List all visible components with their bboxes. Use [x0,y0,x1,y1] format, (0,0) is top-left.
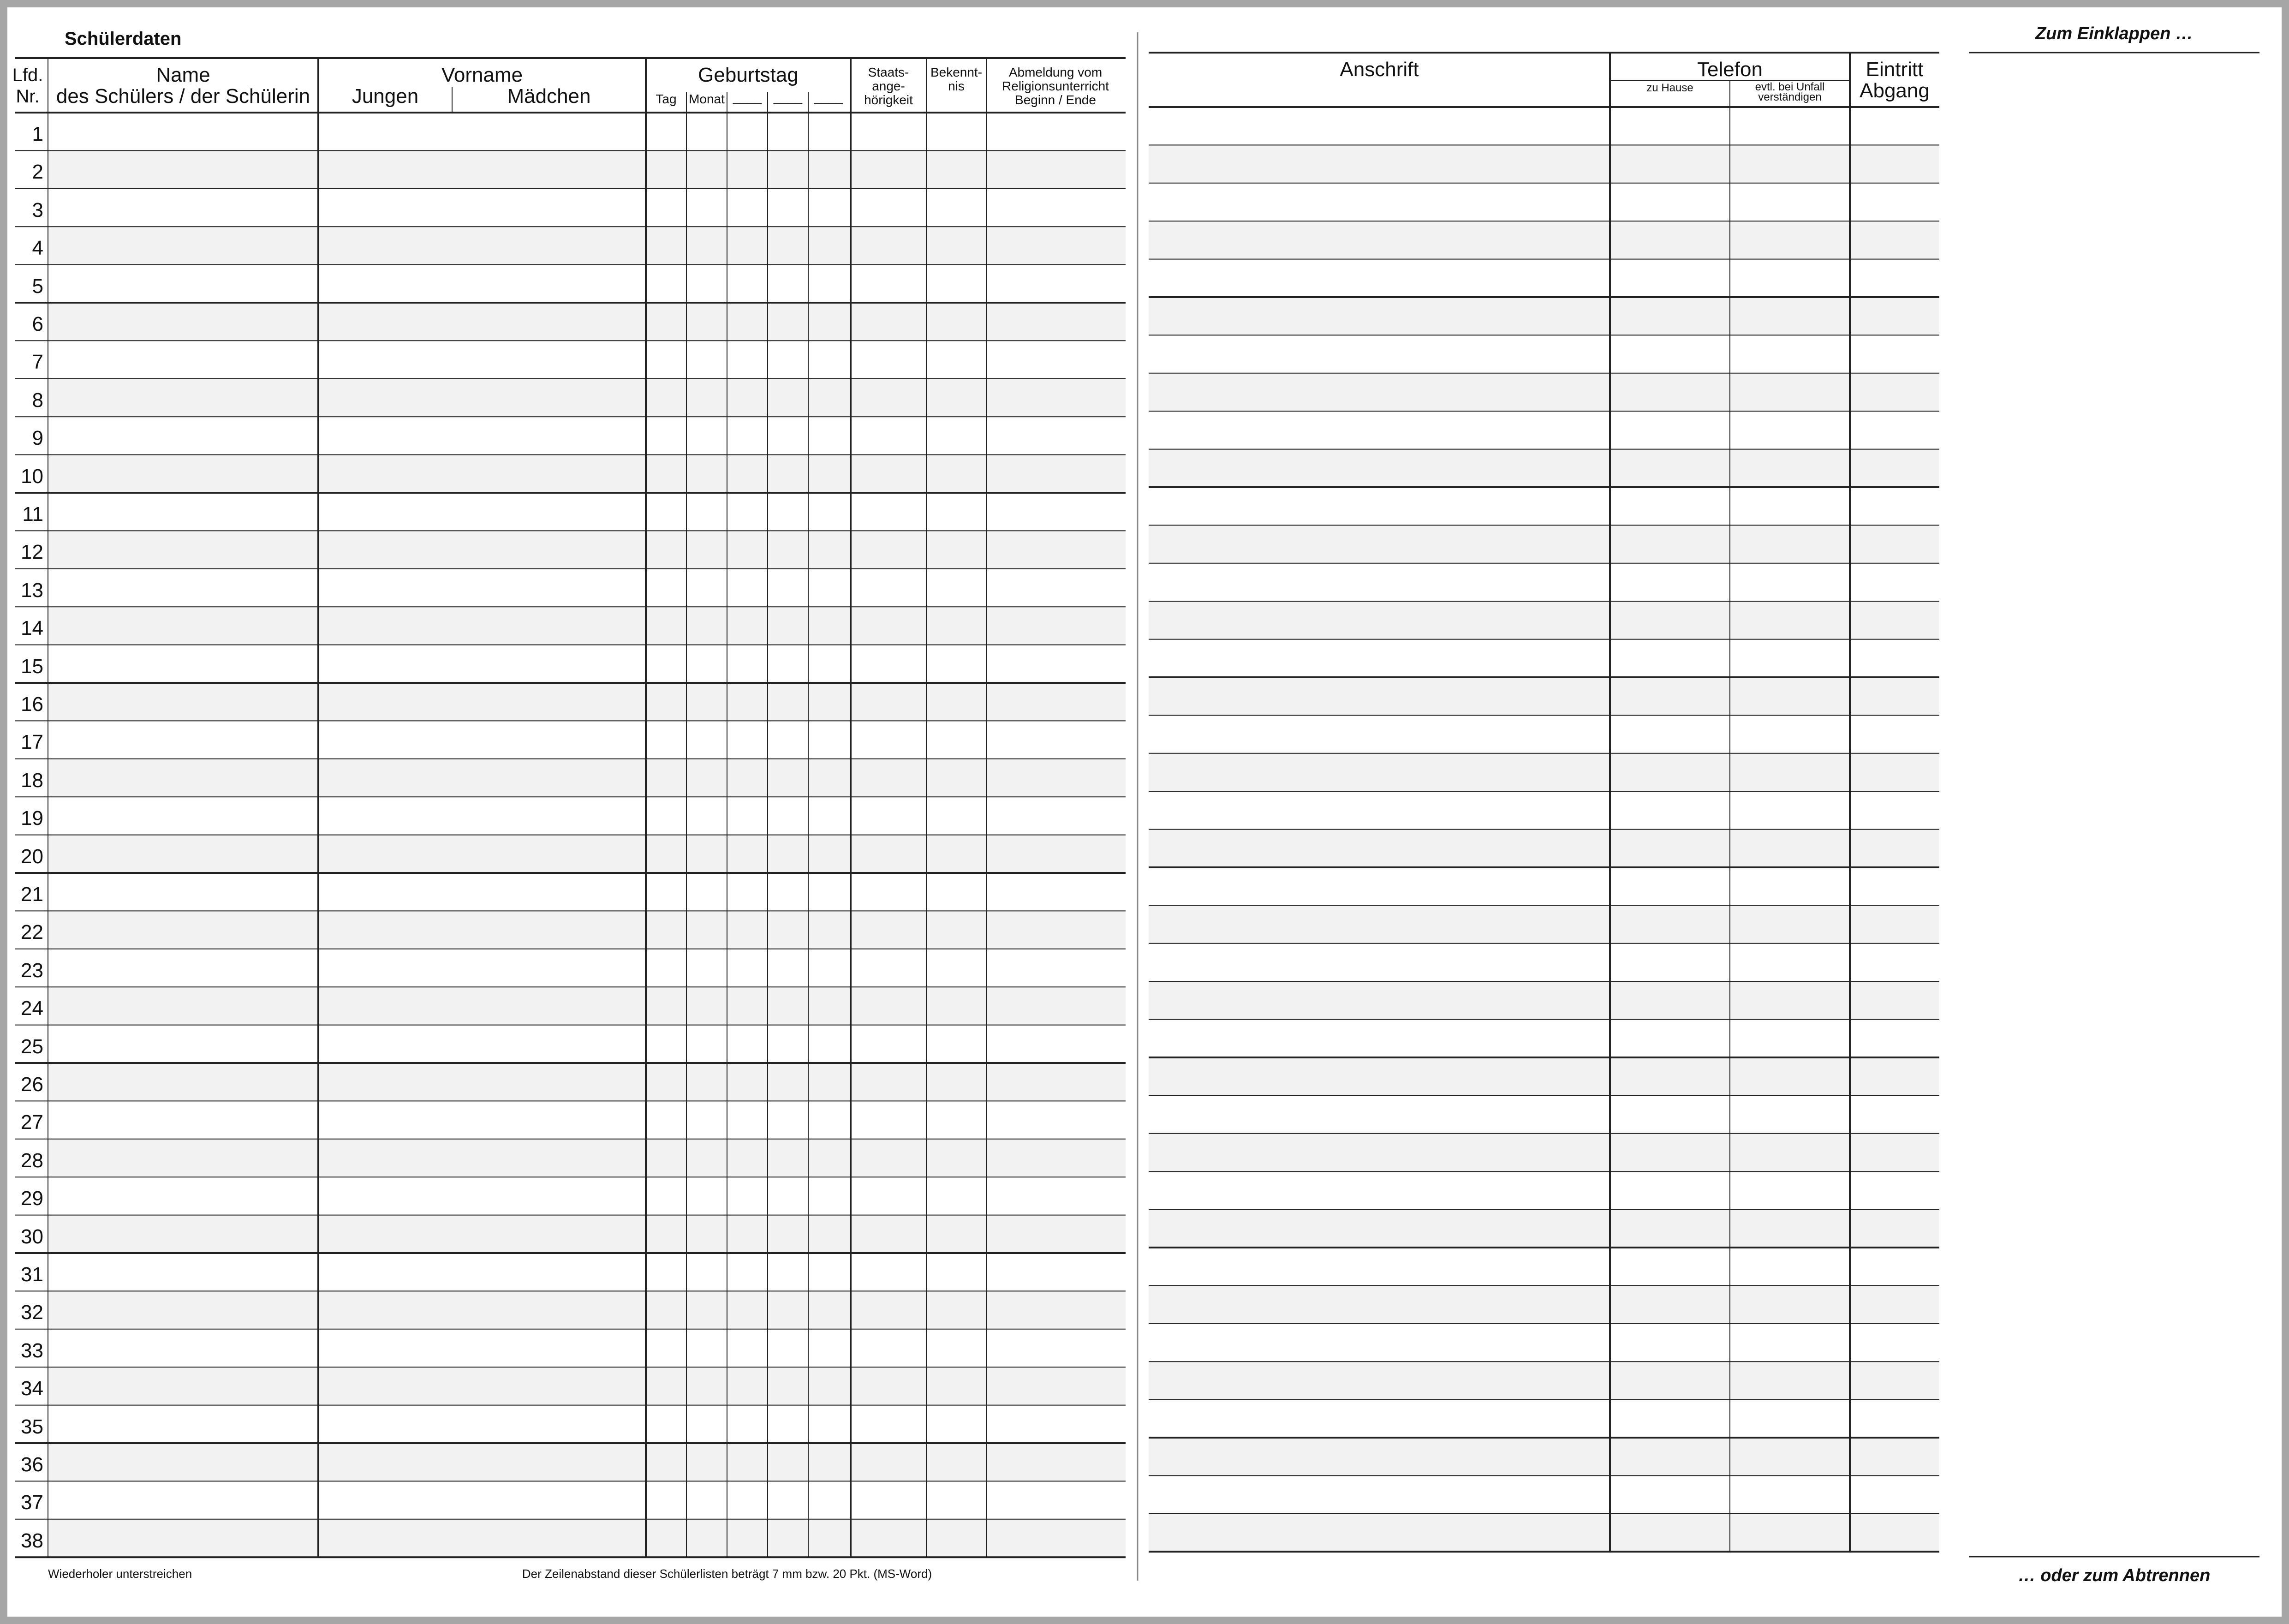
shaded-row [1149,525,1939,563]
row-number: 26 [21,1073,43,1096]
header-anschrift: Anschrift [1340,58,1419,81]
header-abm-line3: Beginn / Ende [1015,93,1096,107]
shaded-row [1149,753,1939,791]
shaded-row [1149,601,1939,639]
row-number: 7 [32,351,43,374]
shaded-row [1149,981,1939,1019]
row-number: 23 [21,959,43,982]
row-number: 20 [21,845,43,868]
header-blank-4: ____ [773,90,803,104]
shaded-row [48,607,1126,645]
shaded-row [1149,1057,1939,1095]
header-telefon: Telefon [1697,58,1763,81]
row-number: 38 [21,1529,43,1552]
header-staats-line2: ange- [872,79,905,93]
header-lfd-line2: Nr. [16,86,40,107]
shaded-row [1149,905,1939,943]
header-name-line1: Name [156,64,210,86]
row-number: 32 [21,1301,43,1324]
row-number: 18 [21,769,43,792]
row-number: 4 [32,237,43,260]
fold-bottom-label: … oder zum Abtrennen [2018,1566,2211,1585]
shaded-row [1149,1285,1939,1323]
row-number: 35 [21,1415,43,1438]
row-number: 24 [21,997,43,1020]
row-number: 8 [32,388,43,412]
shaded-row [48,531,1126,568]
shaded-row [1149,830,1939,867]
shaded-row [1149,1134,1939,1171]
row-number: 16 [21,693,43,716]
row-number: 14 [21,617,43,640]
shaded-row [48,1519,1126,1557]
header-staatsangehoerigkeit [851,66,926,107]
row-number: 17 [21,731,43,754]
header-abm-line1: Abmeldung vom [1008,65,1103,79]
row-number: 3 [32,198,43,221]
shaded-row [1149,1210,1939,1248]
shaded-row [48,1215,1126,1253]
shaded-row [48,227,1126,264]
shaded-row [48,759,1126,797]
header-geburtstag: Geburtstag [698,64,799,86]
header-bekennt-line2: nis [948,79,965,93]
header-bekennt-line1: Bekennt- [930,65,983,79]
row-number: 10 [21,465,43,488]
row-number: 6 [32,313,43,335]
shaded-row [1149,297,1939,335]
shaded-row [1149,1361,1939,1399]
shaded-row [48,1291,1126,1329]
header-unfall-line1: evtl. bei Unfall [1755,81,1825,93]
shaded-row [48,1443,1126,1481]
row-number: 9 [32,427,43,450]
header-abm-line2: Religionsunterricht [1002,79,1109,93]
row-number: 33 [21,1339,43,1362]
header-blank-5: ____ [814,90,843,104]
row-number: 15 [21,655,43,678]
row-number: 2 [32,161,43,184]
shaded-row [48,835,1126,873]
row-number: 19 [21,807,43,830]
header-staats-line1: Staats- [868,65,909,79]
shaded-row [48,987,1126,1025]
row-number: 36 [21,1453,43,1476]
shaded-row [48,303,1126,340]
shaded-row [1149,145,1939,183]
header-abgang: Abgang [1860,79,1930,102]
header-monat: Monat [689,92,725,106]
shaded-row [48,1139,1126,1177]
row-number: 12 [21,541,43,564]
row-number: 30 [21,1225,43,1248]
header-tag: Tag [656,92,677,106]
header-vorname: Vorname [441,64,523,86]
row-number: 21 [21,883,43,906]
header-eintritt: Eintritt [1866,58,1924,81]
shaded-row [1149,1438,1939,1475]
footer-wiederholer: Wiederholer unterstreichen [48,1567,192,1581]
header-maedchen: Mädchen [507,85,591,107]
page-title: Schülerdaten [65,29,182,49]
footer-zeilenabstand: Der Zeilenabstand dieser Schülerlisten beträgt 7 mm bzw. 20 Pkt. (MS-Word) [522,1567,932,1581]
row-number: 34 [21,1377,43,1400]
shaded-row [48,379,1126,417]
shaded-row [1149,373,1939,411]
shaded-row [48,911,1126,949]
header-unfall [1730,82,1850,102]
fold-top-label: Zum Einklappen … [2035,24,2194,43]
header-eintritt-abgang [1850,59,1939,102]
shaded-row [1149,1514,1939,1552]
row-number: 22 [21,921,43,944]
row-number: 25 [21,1035,43,1058]
header-jungen: Jungen [352,85,419,107]
header-unfall-line2: verständigen [1758,91,1822,103]
header-bekenntnis [926,66,986,93]
shaded-row [1149,221,1939,259]
shaded-row [1149,449,1939,487]
header-lfd [7,65,48,107]
form-sheet [7,7,2282,1617]
row-number: 29 [21,1187,43,1210]
header-zu-hause: zu Hause [1646,82,1693,94]
row-number: 11 [22,503,43,525]
row-number: 13 [21,579,43,602]
row-number: 28 [21,1149,43,1172]
row-number: 37 [21,1491,43,1514]
shaded-row [48,1367,1126,1405]
shaded-row [48,683,1126,721]
shaded-row [48,1063,1126,1101]
header-abmeldung [986,66,1125,107]
row-number: 31 [21,1263,43,1286]
header-lfd-line1: Lfd. [12,65,43,85]
shaded-row [48,455,1126,493]
row-number: 1 [32,123,43,145]
table-grid [7,7,2282,1617]
shaded-row [48,150,1126,188]
row-number: 5 [32,275,43,298]
header-name-line2: des Schülers / der Schülerin [56,85,310,107]
shaded-row [1149,677,1939,715]
header-staats-line3: hörigkeit [864,93,913,107]
header-blank-3: ____ [733,90,762,104]
header-name [48,65,318,107]
row-number: 27 [21,1111,43,1134]
